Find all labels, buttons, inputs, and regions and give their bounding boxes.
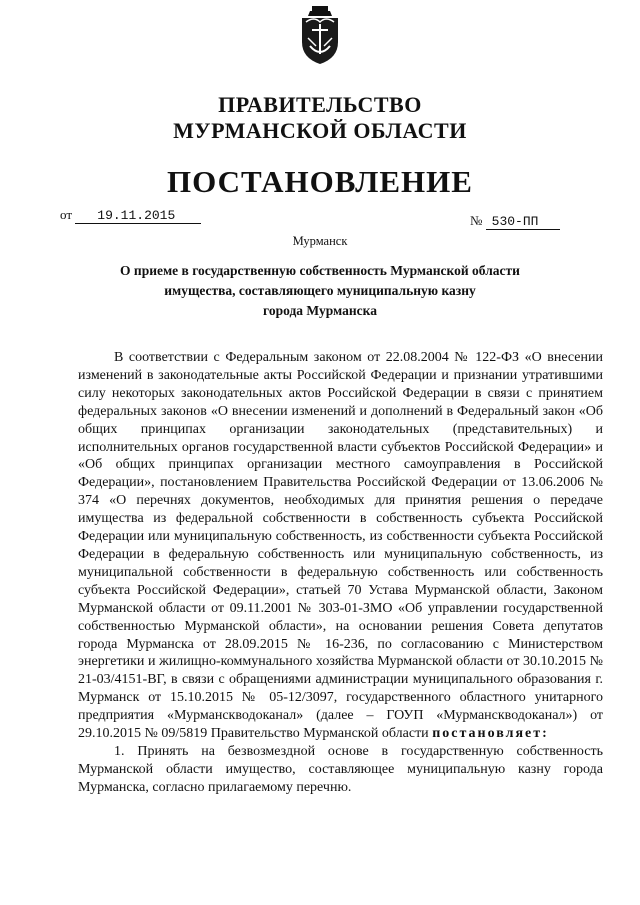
subject-line2: имущества, составляющего муниципальную казну xyxy=(164,283,476,298)
decree-date xyxy=(60,207,201,224)
government-title-line2: МУРМАНСКОЙ ОБЛАСТИ xyxy=(173,118,467,143)
main-paragraph-text: В соответствии с Федеральным законом от 22.08.2004 № 122-ФЗ «О внесении изменений в законодательные акты Российской Федерации и признании утратившими силу некоторых законодательных актов Российской Федерации в связи с принятием федеральных законов «О внесении изменений и дополнений в Федеральный закон «Об общих принципах организации законодательных (представительных) и исполнительных органов государственной власти субъектов Российской Федерации» и «Об общих принципах организации местного самоуправления в Российской Федерации», постановлением Правительства Российской Федерации от 13.06.2006 № 374 «О перечнях документов, необходимых для принятия решения о передаче имущества из федеральной собственности в собственность субъекта Российской Федерации или муниципальную собственность, из собственности субъекта Российской Федерации в федеральную собственность или муниципальную собственность, из муниципальной собственности в федеральную собственность или собственность субъекта Российской Федерации», статьей 70 Устава Мурманской области, Законом Мурманской области от 09.11.2001 № 303-01-ЗМО «Об управлении государственной собственностью Мурманской области», на основании решения Совета депутатов города Мурманска от 28.09.2015 № 16-236, по согласованию с Министерством энергетики и жилищно-коммунального хозяйства Мурманской области от 30.10.2015 № 21-03/4151-ВГ, в связи с обращениями администрации муниципального образования г. Мурманск от 15.10.2015 № 05-12/3097, государственного областного унитарного предприятия «Мурманскводоканал» (далее – ГОУП «Мурманскводоканал») от 29.10.2015 № 09/5819 Правительство Мурманской области xyxy=(78,350,603,742)
resolves-word: постановляет: xyxy=(432,726,549,742)
date-value: 19.11.2015 xyxy=(75,208,201,224)
subject-line1: О приеме в государственную собственность Мурманской области xyxy=(120,263,520,278)
date-prefix: от xyxy=(60,207,73,222)
decree-number xyxy=(470,213,560,230)
list-item: 1. Принять на безвозмездной основе в государственную собственность Мурманской области имущество, составляющее муниципальную казну города Мурманска, согласно прилагаемому перечню. xyxy=(78,743,603,795)
number-value: 530-ПП xyxy=(486,214,560,230)
decree-subject xyxy=(90,261,550,321)
government-title-line1: ПРАВИТЕЛЬСТВО xyxy=(218,92,422,117)
number-prefix: № xyxy=(470,213,483,228)
city-name: Мурманск xyxy=(292,234,348,248)
decree-body xyxy=(78,349,603,797)
coat-of-arms-icon xyxy=(296,4,344,66)
subject-line3: города Мурманска xyxy=(263,303,377,318)
document-type-title: ПОСТАНОВЛЕНИЕ xyxy=(167,164,473,199)
main-paragraph xyxy=(78,349,603,743)
